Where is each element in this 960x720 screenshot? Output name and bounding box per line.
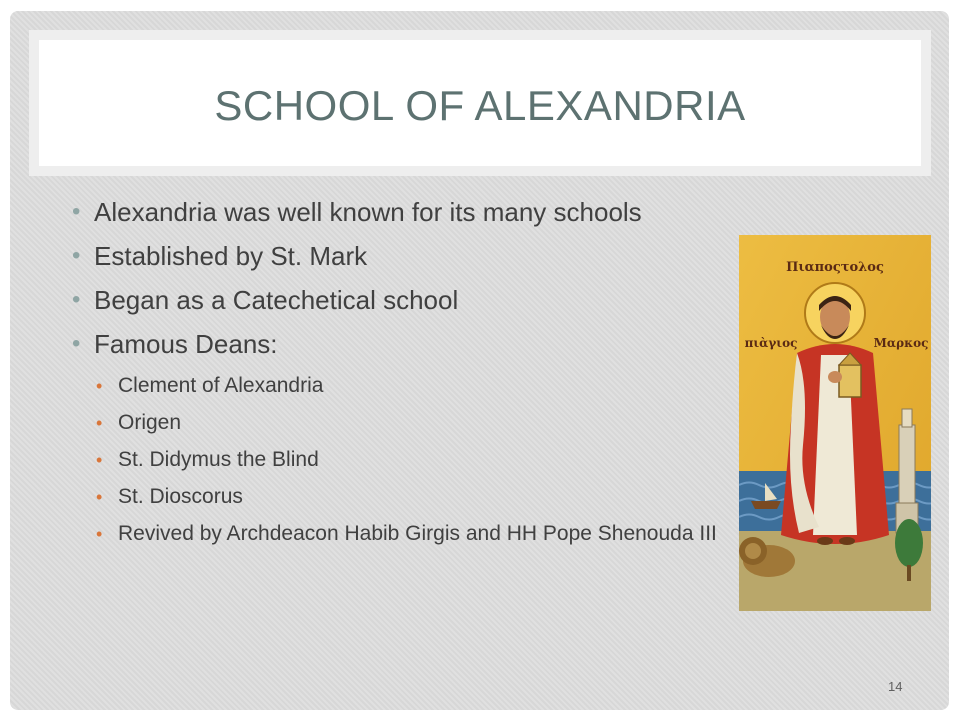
- title-box: [39, 40, 921, 166]
- bullet-item: • Established by St. Mark: [72, 241, 772, 271]
- bullet-item: • Began as a Catechetical school: [72, 285, 772, 315]
- title-band: [29, 30, 931, 176]
- sub-bullet-list: [94, 373, 772, 547]
- sub-bullet-item: • St. Dioscorus: [94, 484, 772, 510]
- bullet-item-label: Famous Deans:: [94, 329, 278, 359]
- bullet-item-deans: [72, 329, 772, 547]
- sub-bullet-item: • St. Didymus the Blind: [94, 447, 772, 473]
- sub-bullet-item: • Clement of Alexandria: [94, 373, 772, 399]
- page-number: 14: [888, 679, 903, 694]
- bullet-item: • Alexandria was well known for its many schools: [72, 197, 772, 227]
- icon-inscription-right: Μαρκος: [873, 336, 929, 350]
- sub-bullet-item: • Revived by Archdeacon Habib Girgis and HH Pope Shenouda III: [94, 521, 738, 547]
- icon-inscription-top: Πιαποςτολος: [786, 260, 884, 275]
- slide-title: SCHOOL OF ALEXANDRIA: [214, 82, 746, 129]
- sub-bullet-item: • Origen: [94, 410, 772, 436]
- st-mark-icon-image: [739, 235, 931, 611]
- icon-inscription-left: πιὰγιος: [744, 336, 798, 350]
- slide: [10, 11, 949, 710]
- bullet-list: [72, 197, 772, 561]
